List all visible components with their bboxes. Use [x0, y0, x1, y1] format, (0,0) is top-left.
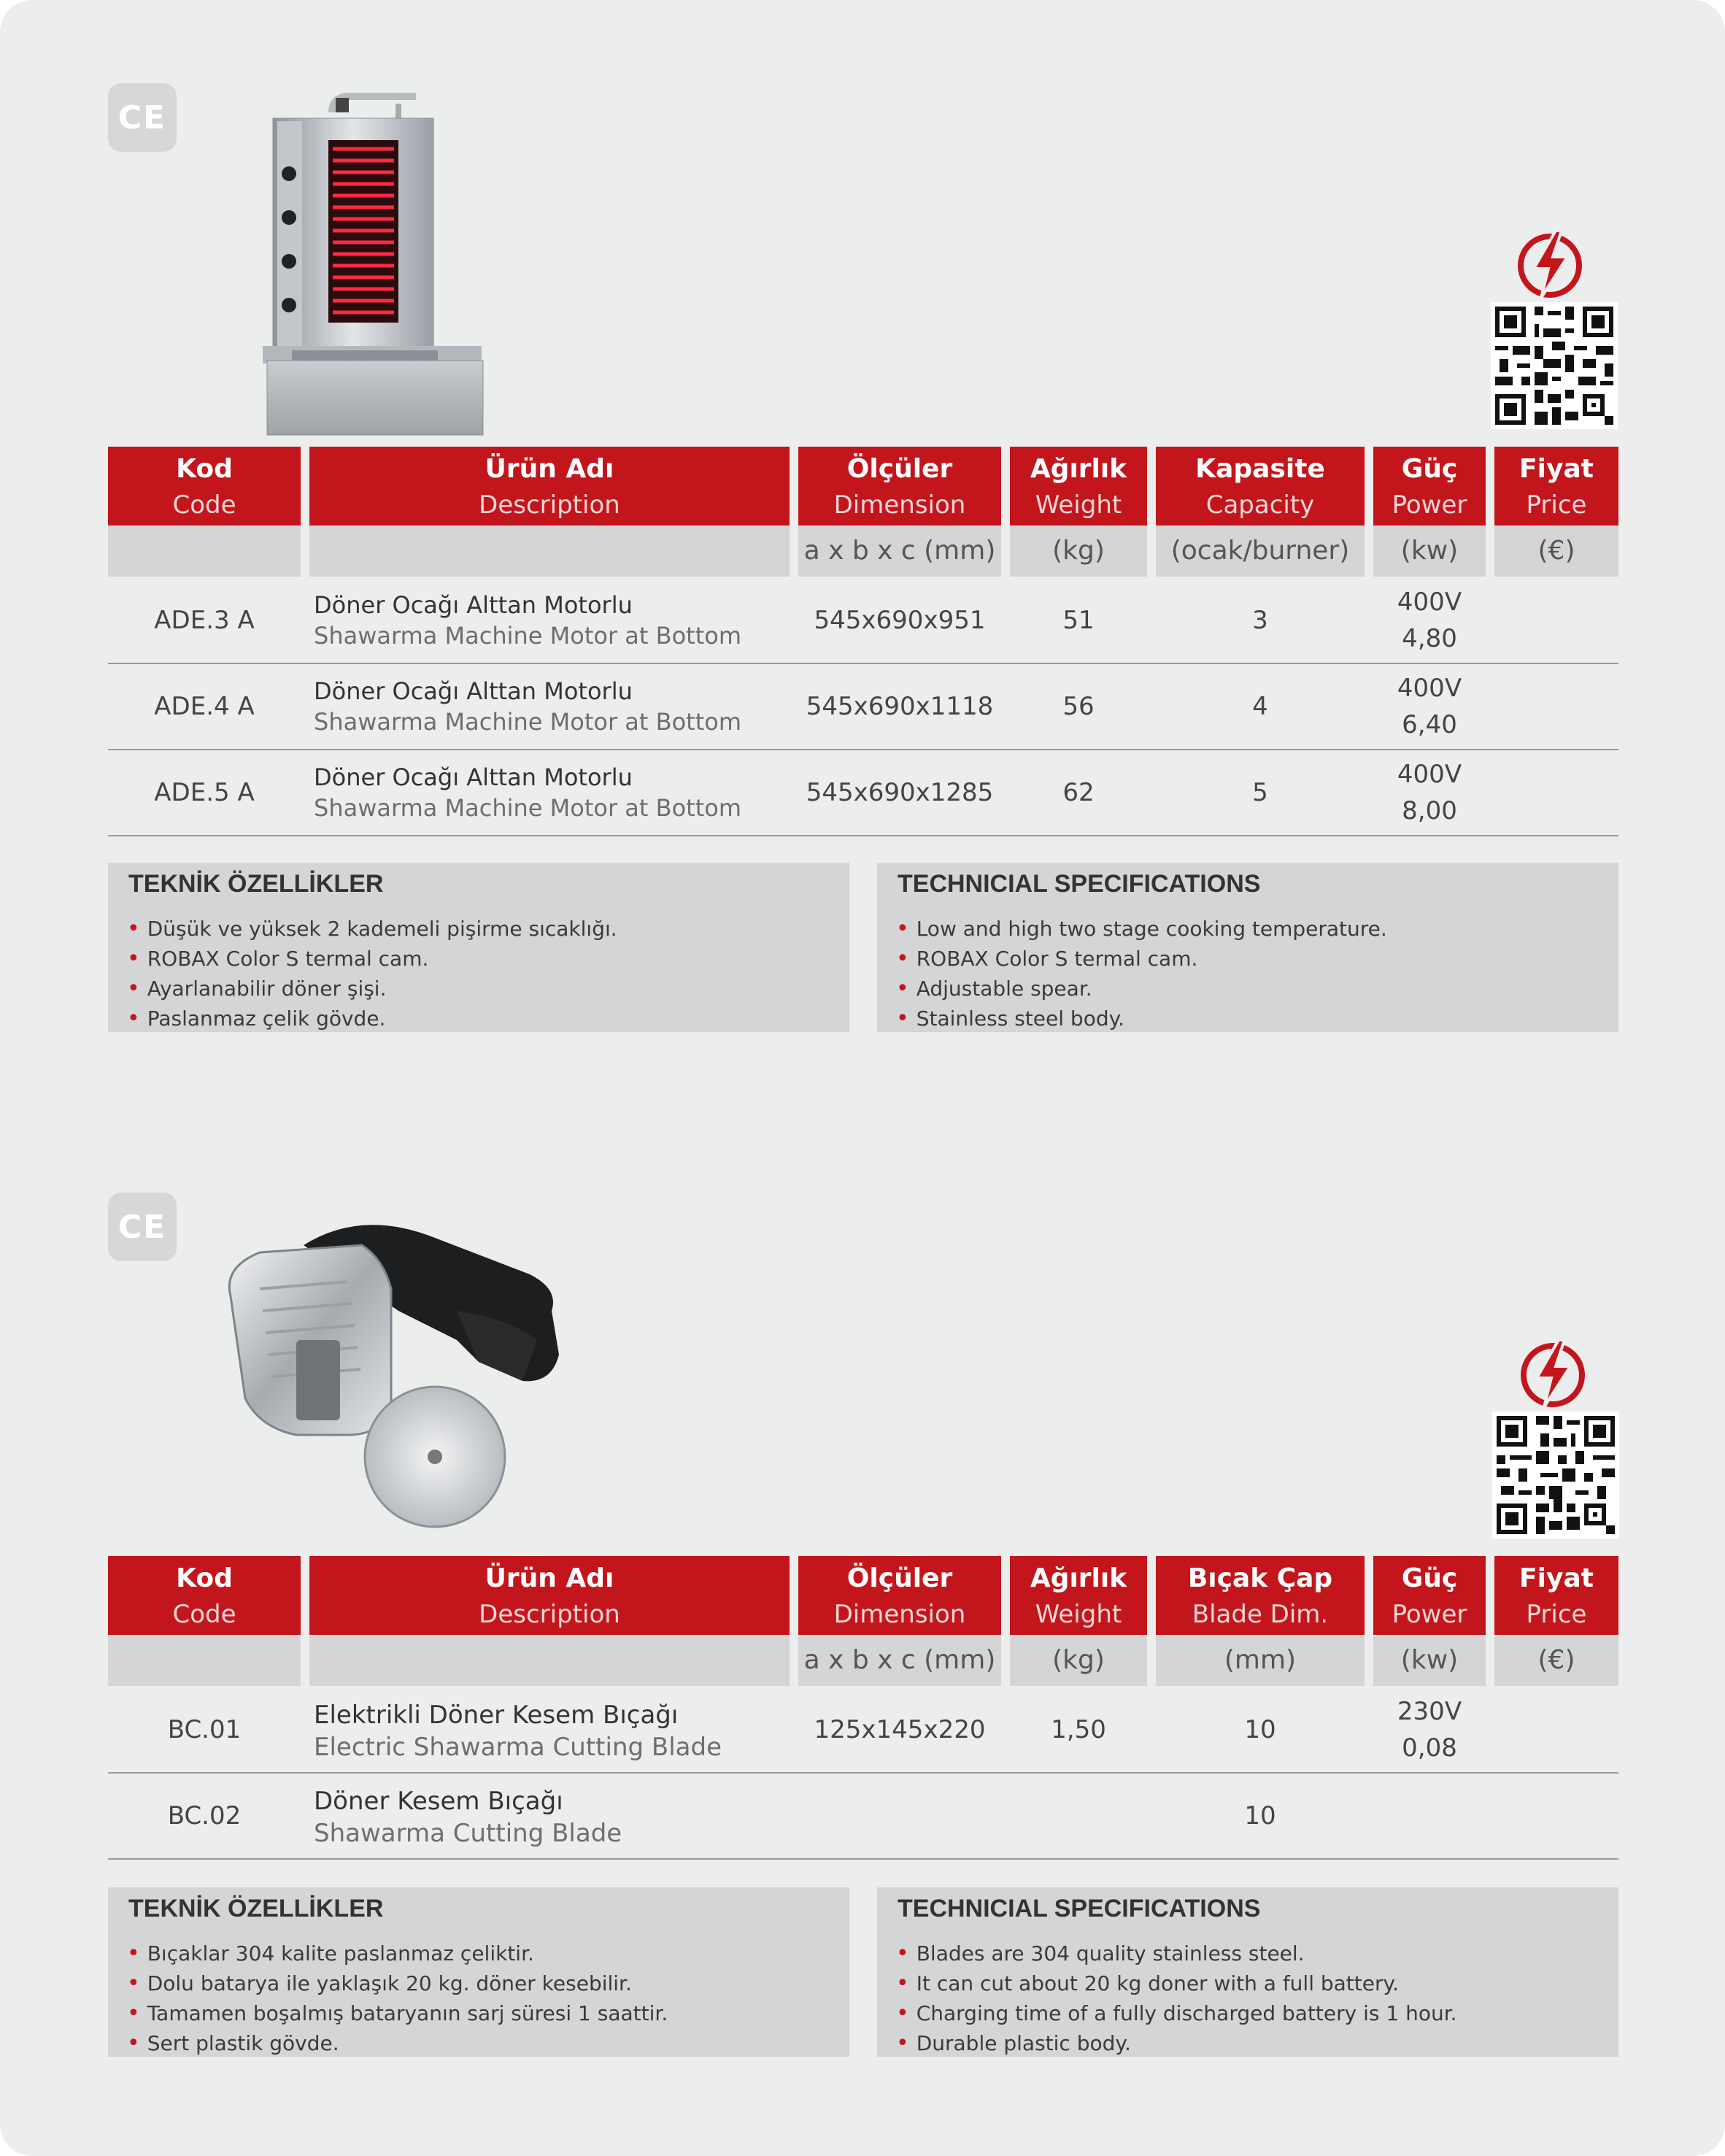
spec-box-english [877, 1887, 1618, 2057]
shawarma-machine-image [263, 91, 496, 438]
spec-title: TEKNİK ÖZELLİKLER [128, 870, 384, 898]
product-dimension [798, 1774, 1001, 1858]
product-code: BC.02 [167, 1801, 242, 1830]
product-capacity: 4 [1252, 692, 1268, 721]
electric-cutting-knife-image [216, 1216, 566, 1530]
product-dimension: 125x145x220 [814, 1715, 986, 1744]
product-weight: 56 [1062, 692, 1095, 721]
table-row [108, 1687, 1618, 1774]
lightning-bolt-icon [1516, 1337, 1589, 1410]
spec-item: • Sert plastik gövde. [127, 2030, 339, 2056]
product-description: Elektrikli Döner Kesem Bıçağı Electric Shawarma Cutting Blade [314, 1701, 722, 1762]
spec-item: • Adjustable spear. [896, 976, 1092, 1001]
spec-item: • Dolu batarya ile yaklaşık 20 kg. döner kesebilir. [127, 1971, 632, 1996]
column-header-description: Ürün Adı Description [309, 447, 790, 568]
product-price [1494, 1687, 1618, 1772]
product-weight [1010, 1774, 1147, 1858]
lightning-bolt-icon [1513, 228, 1586, 301]
product-price [1494, 1774, 1618, 1858]
product-dimension: 545x690x1285 [806, 778, 994, 807]
spec-item: • ROBAX Color S termal cam. [127, 946, 429, 971]
qr-code [1492, 1412, 1619, 1539]
product-price [1494, 750, 1618, 835]
spec-item: • Charging time of a fully discharged battery is 1 hour. [896, 2001, 1457, 2026]
product-capacity: 5 [1252, 778, 1268, 807]
product-code: ADE.5 A [154, 778, 255, 807]
product-weight: 51 [1062, 606, 1095, 635]
spec-item: • It can cut about 20 kg doner with a full battery. [896, 1971, 1399, 1996]
spec-box-turkish [108, 863, 849, 1032]
column-header-dimension: Ölçüler Dimension a x b x c (mm) [798, 447, 1001, 568]
column-header-blade-dim: Bıçak Çap Blade Dim. (mm) [1156, 1556, 1365, 1677]
product-price [1494, 664, 1618, 749]
spec-title: TEKNİK ÖZELLİKLER [128, 1895, 384, 1922]
ce-mark-icon: CE [108, 83, 177, 152]
product-power: 400V 8,00 [1397, 760, 1462, 825]
spec-item: • Blades are 304 quality stainless steel. [896, 1941, 1305, 1966]
column-header-price: Fiyat Price (€) [1494, 447, 1618, 568]
table-row [108, 1774, 1618, 1860]
spec-item: • Ayarlanabilir döner şişi. [127, 976, 387, 1001]
product-power: 230V 0,08 [1397, 1697, 1462, 1763]
column-header-price: Fiyat Price (€) [1494, 1556, 1618, 1677]
product-description: Döner Ocağı Alttan Motorlu Shawarma Machine Motor at Bottom [314, 763, 741, 822]
spec-item: • Stainless steel body. [896, 1006, 1125, 1031]
product-description: Döner Ocağı Alttan Motorlu Shawarma Machine Motor at Bottom [314, 591, 741, 650]
product-description: Döner Kesem Bıçağı Shawarma Cutting Blade [314, 1787, 622, 1848]
column-header-power: Güç Power (kw) [1373, 1556, 1486, 1677]
product-power: 400V 4,80 [1397, 588, 1462, 653]
product-code: ADE.3 A [154, 606, 255, 635]
product-code: ADE.4 A [154, 692, 255, 721]
table-row [108, 750, 1618, 836]
product-blade-dim: 10 [1244, 1801, 1276, 1830]
spec-title: TECHNICIAL SPECIFICATIONS [898, 870, 1261, 898]
product-dimension: 545x690x1118 [806, 692, 994, 721]
column-header-description: Ürün Adı Description [309, 1556, 790, 1677]
column-header-capacity: Kapasite Capacity (ocak/burner) [1156, 447, 1365, 568]
spec-box-turkish [108, 1887, 849, 2057]
product-blade-dim: 10 [1244, 1715, 1276, 1744]
spec-item: • Paslanmaz çelik gövde. [127, 1006, 386, 1031]
column-header-weight: Ağırlık Weight (kg) [1010, 447, 1147, 568]
table-row [108, 664, 1618, 750]
table-row [108, 578, 1618, 664]
product-power [1373, 1774, 1486, 1858]
product-capacity: 3 [1252, 606, 1268, 635]
column-header-dimension: Ölçüler Dimension a x b x c (mm) [798, 1556, 1001, 1677]
spec-title: TECHNICIAL SPECIFICATIONS [898, 1895, 1261, 1922]
spec-item: • Bıçaklar 304 kalite paslanmaz çeliktir. [127, 1941, 534, 1966]
product-code: BC.01 [167, 1715, 242, 1744]
product-weight: 62 [1062, 778, 1095, 807]
column-header-power: Güç Power (kw) [1373, 447, 1486, 568]
product-dimension: 545x690x951 [814, 606, 986, 635]
qr-code [1491, 302, 1618, 429]
column-header-weight: Ağırlık Weight (kg) [1010, 1556, 1147, 1677]
spec-item: • Düşük ve yüksek 2 kademeli pişirme sıcaklığı. [127, 916, 617, 942]
column-header-code: Kod Code [108, 1556, 301, 1677]
spec-item: • Durable plastic body. [896, 2030, 1131, 2056]
product-weight: 1,50 [1051, 1715, 1106, 1744]
product-description: Döner Ocağı Alttan Motorlu Shawarma Machine Motor at Bottom [314, 677, 741, 736]
spec-item: • Low and high two stage cooking temperature. [896, 916, 1387, 942]
product-price [1494, 578, 1618, 663]
spec-item: • Tamamen boşalmış bataryanın sarj süresi 1 saattir. [127, 2001, 668, 2026]
spec-box-english [877, 863, 1618, 1032]
ce-mark-icon: CE [108, 1193, 177, 1261]
spec-item: • ROBAX Color S termal cam. [896, 946, 1198, 971]
product-power: 400V 6,40 [1397, 674, 1462, 739]
column-header-code: Kod Code [108, 447, 301, 568]
